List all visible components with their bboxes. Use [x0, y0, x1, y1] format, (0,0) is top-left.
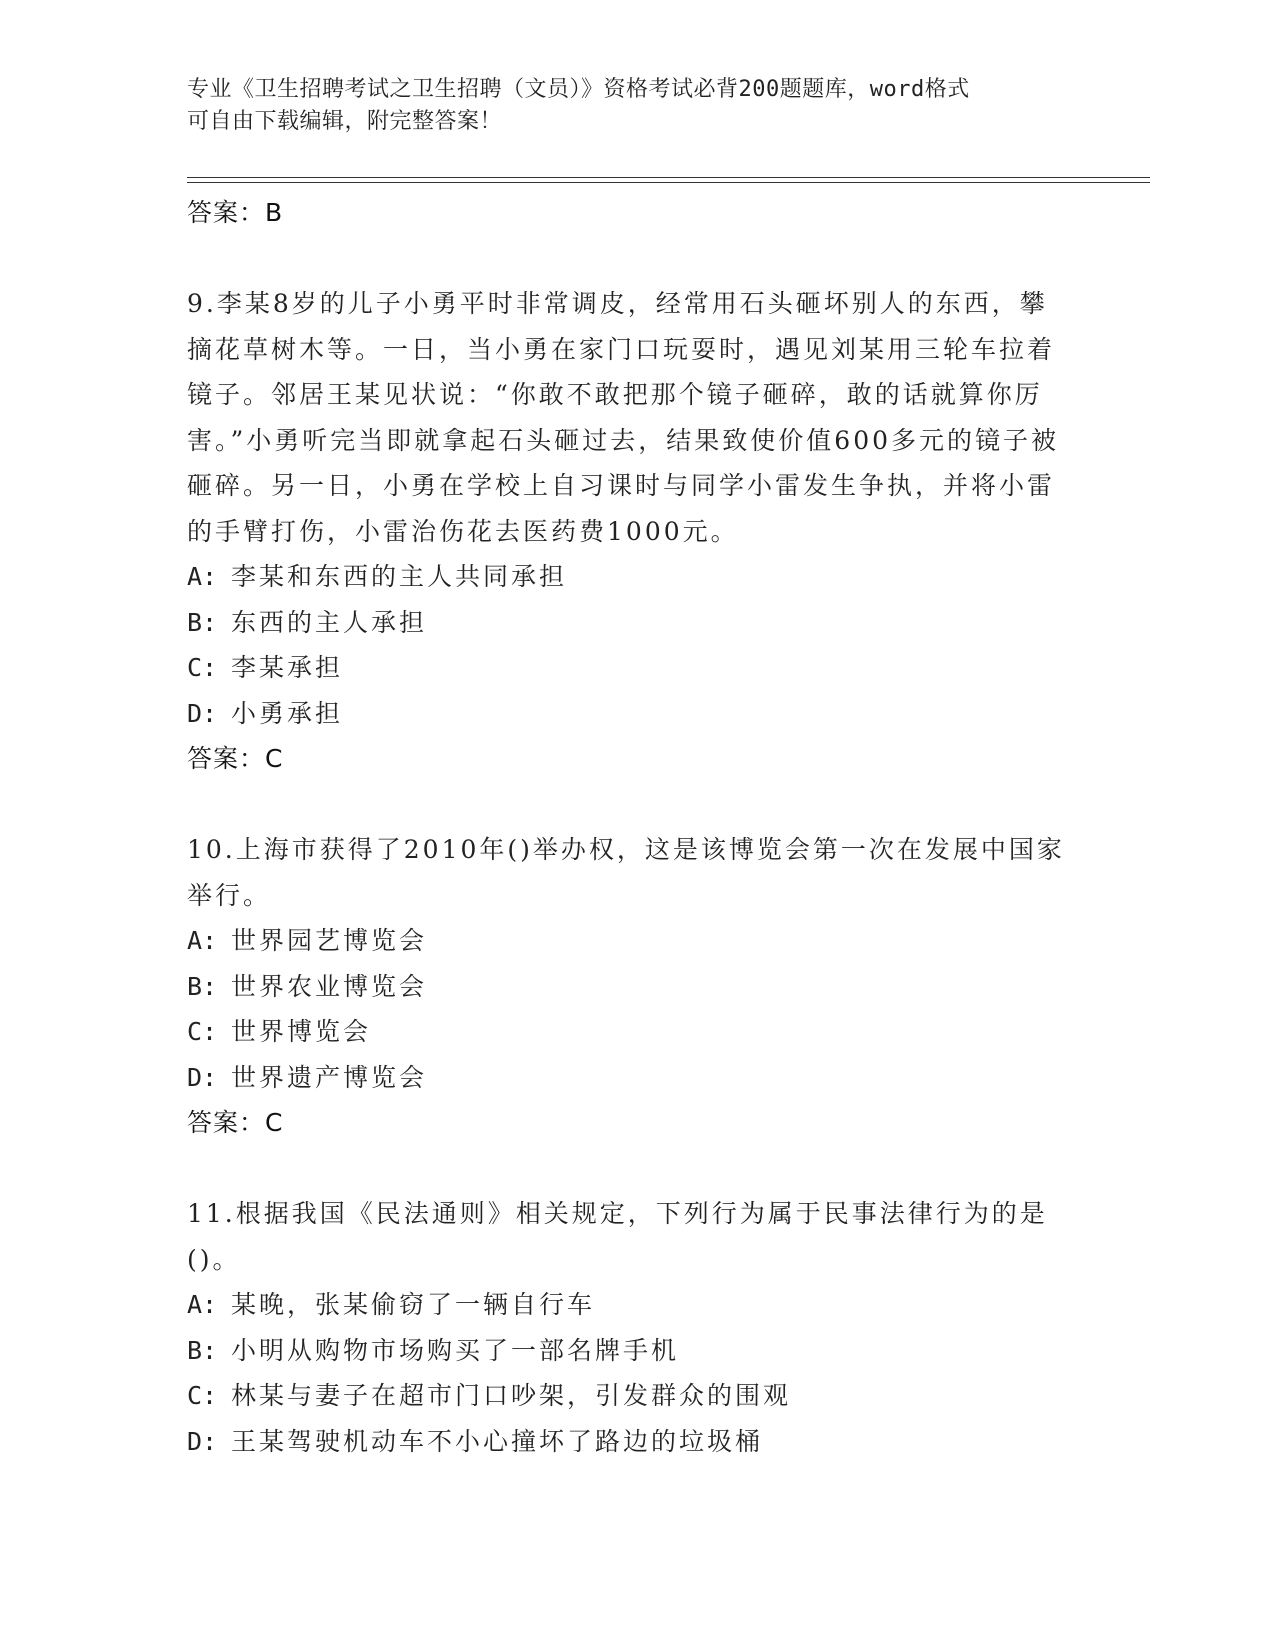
answer-line: 答案：C [187, 744, 284, 773]
question-11 [187, 1191, 1087, 1464]
option-letter: A: [187, 926, 218, 955]
option-text: 小明从购物市场购买了一部名牌手机 [231, 1335, 680, 1365]
option-letter: D: [187, 1426, 218, 1456]
option-letter: C: [187, 1381, 218, 1410]
option-letter: B: [187, 607, 218, 637]
option-d [187, 1055, 1087, 1101]
spacer [187, 1146, 1087, 1191]
option-text: 某晚，张某偷窃了一辆自行车 [231, 1290, 596, 1319]
option-letter: C: [187, 1017, 218, 1046]
option-b [187, 964, 1087, 1010]
option-letter: C: [187, 653, 218, 682]
answer-line: 答案：C [187, 1108, 284, 1137]
header-title-line-1: 专业《卫生招聘考试之卫生招聘（文员）》资格考试必背200题题库，word格式 [187, 77, 970, 102]
header-divider-top [187, 177, 1150, 178]
option-text: 世界博览会 [231, 1017, 372, 1046]
option-letter: A: [187, 562, 218, 591]
option-a [187, 1282, 1087, 1328]
option-letter: A: [187, 1290, 218, 1319]
spacer [187, 236, 1087, 281]
option-letter: B: [187, 971, 218, 1001]
option-d [187, 691, 1087, 737]
question-9 [187, 281, 1087, 782]
option-text: 小勇承担 [231, 698, 344, 728]
option-text: 李某承担 [231, 653, 344, 682]
option-text: 李某和东西的主人共同承担 [231, 562, 568, 591]
question-stem: 9.李某8岁的儿子小勇平时非常调皮，经常用石头砸坏别人的东西，攀摘花草树木等。一日，当小勇在家门口玩耍时，遇见刘某用三轮车拉着镜子。邻居王某见状说：“你敢不敢把那个镜子砸碎，敢的话就算你厉害。”小勇听完当即就拿起石头砸过去，结果致使价值600多元的镜子被砸碎。另一日，小勇在学校上自习课时与同学小雷发生争执，并将小雷的手臂打伤，小雷治伤花去医药费1000元。 [187, 289, 1060, 546]
spacer [187, 782, 1087, 827]
option-text: 世界遗产博览会 [231, 1062, 428, 1092]
option-text: 林某与妻子在超市门口吵架，引发群众的围观 [231, 1381, 792, 1410]
option-b [187, 600, 1087, 646]
header-divider-bottom [187, 182, 1150, 183]
previous-answer: 答案：B [187, 198, 284, 227]
question-stem: 11.根据我国《民法通则》相关规定，下列行为属于民事法律行为的是()。 [187, 1199, 1048, 1274]
option-letter: D: [187, 698, 218, 728]
header-title-line-2: 可自由下载编辑，附完整答案！ [187, 109, 503, 134]
option-text: 东西的主人承担 [231, 607, 428, 637]
option-c [187, 1009, 1087, 1055]
option-letter: B: [187, 1335, 218, 1365]
option-b [187, 1328, 1087, 1374]
question-list [187, 190, 1087, 1464]
option-letter: D: [187, 1062, 218, 1092]
option-text: 世界农业博览会 [231, 971, 428, 1001]
question-stem: 10.上海市获得了2010年()举办权，这是该博览会第一次在发展中国家举行。 [187, 835, 1065, 910]
question-10 [187, 827, 1087, 1146]
option-a [187, 554, 1087, 600]
option-text: 王某驾驶机动车不小心撞坏了路边的垃圾桶 [231, 1426, 764, 1456]
option-text: 世界园艺博览会 [231, 926, 428, 955]
option-c [187, 1373, 1087, 1419]
option-a [187, 918, 1087, 964]
option-c [187, 645, 1087, 691]
option-d [187, 1419, 1087, 1465]
page-header [187, 74, 1067, 138]
